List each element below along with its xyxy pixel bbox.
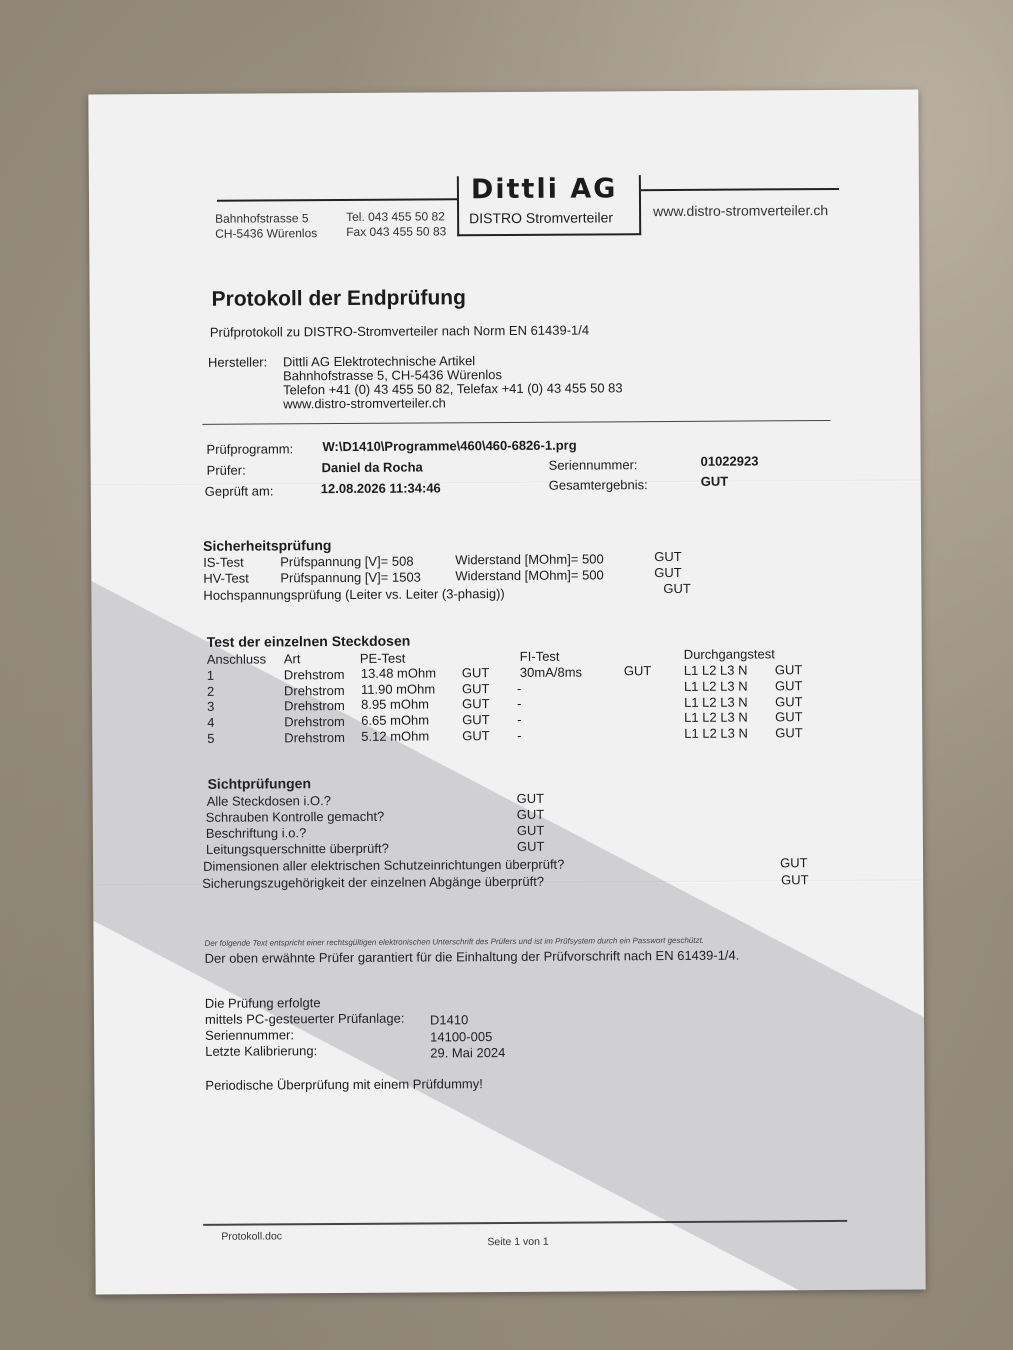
pe-result: GUT: [462, 728, 490, 744]
test-system-serial-value: 14100-005: [430, 1029, 493, 1045]
website: www.distro-stromverteiler.ch: [653, 202, 829, 220]
visual-check-result: GUT: [516, 790, 545, 806]
date-value: 12.08.2026 11:34:46: [320, 480, 441, 497]
socket-number: 3: [207, 698, 215, 714]
serial-label: Seriennummer:: [548, 457, 638, 473]
visual-check-result: GUT: [516, 838, 545, 854]
continuity-value: L1 L2 L3 N: [684, 709, 748, 725]
continuity-value: L1 L2 L3 N: [684, 725, 748, 741]
footer-file: Protokoll.doc: [221, 1230, 283, 1243]
pe-result: GUT: [462, 712, 490, 728]
hv-test-result: GUT: [663, 580, 691, 597]
signature-note: Der folgende Text entspricht einer rechtsgültigen elektronischen Unterschrift des Prüfers und ist im Prüfsystem durch ein Passwort geschützt.: [204, 935, 705, 948]
page-number: Seite 1 von 1: [487, 1235, 549, 1249]
visual-check-label: Beschriftung i.o.?: [205, 825, 307, 841]
manufacturer-line: Bahnhofstrasse 5, CH-5436 Würenlos: [283, 367, 503, 384]
safety-result: GUT: [654, 564, 682, 581]
address-line: CH-5436 Würenlos: [215, 226, 318, 241]
continuity-value: L1 L2 L3 N: [684, 694, 748, 710]
safety-test-name: IS-Test: [203, 554, 244, 570]
signature-statement: Der oben erwähnte Prüfer garantiert für die Einhaltung der Prüfvorschrift nach EN 61439-1/4.: [204, 947, 740, 966]
calibration-value: 29. Mai 2024: [430, 1045, 506, 1061]
header-rule-left: [217, 198, 457, 201]
program-label: Prüfprogramm:: [206, 441, 294, 457]
pe-value: 11.90 mOhm: [360, 681, 436, 697]
manufacturer-line: Dittli AG Elektrotechnische Artikel: [282, 353, 476, 370]
visual-check-result: GUT: [516, 822, 545, 838]
result-label: Gesamtergebnis:: [548, 477, 648, 493]
date-label: Geprüft am:: [204, 483, 274, 499]
test-system-serial-label: Seriennummer:: [205, 1027, 295, 1043]
column-header: FI-Test: [519, 648, 560, 664]
protocol-sheet: [88, 89, 925, 1294]
fi-value: 30mA/8ms: [519, 664, 583, 680]
phone-number: Tel. 043 455 50 82: [346, 209, 445, 224]
socket-type: Drehstrom: [283, 666, 345, 683]
test-system-label: mittels PC-gesteuerter Prüfanlage:: [204, 1010, 405, 1027]
safety-test-name: HV-Test: [203, 570, 249, 586]
pe-result: GUT: [462, 696, 490, 712]
visual-title: Sichtprüfungen: [207, 775, 312, 792]
column-header: Art: [283, 651, 301, 667]
pe-result: GUT: [461, 681, 490, 697]
continuity-value: L1 L2 L3 N: [683, 662, 748, 678]
header-rule-right: [637, 188, 839, 191]
test-system-intro: Die Prüfung erfolgte: [204, 995, 321, 1011]
safety-voltage: Prüfspannung [V]= 1503: [280, 569, 421, 586]
continuity-result: GUT: [775, 709, 803, 725]
visual-check-label: Leitungsquerschnitte überprüft?: [205, 840, 389, 857]
test-system-value: D1410: [429, 1012, 469, 1028]
socket-type: Drehstrom: [284, 713, 345, 730]
company-name: Dittli AG: [470, 173, 618, 206]
page-title: Protokoll der Endprüfung: [211, 286, 466, 311]
address-line: Bahnhofstrasse 5: [215, 211, 309, 226]
safety-voltage: Prüfspannung [V]= 508: [280, 553, 414, 570]
visual-check-result: GUT: [516, 806, 545, 822]
safety-resistance: Widerstand [MOhm]= 500: [455, 567, 604, 584]
column-header: PE-Test: [359, 650, 406, 666]
company-subtitle: DISTRO Stromverteiler: [469, 209, 614, 227]
fi-value: -: [517, 727, 522, 743]
visual-check-label: Alle Steckdosen i.O.?: [206, 793, 332, 809]
socket-number: 4: [207, 714, 215, 730]
visual-check-result: GUT: [780, 855, 808, 871]
visual-check-label: Dimensionen aller elektrischen Schutzeinrichtungen überprüft?: [203, 856, 565, 874]
socket-type: Drehstrom: [284, 729, 346, 746]
fax-number: Fax 043 455 50 83: [346, 224, 447, 239]
fi-value: -: [517, 711, 522, 727]
manufacturer-line: www.distro-stromverteiler.ch: [283, 395, 446, 412]
safety-result: GUT: [654, 548, 682, 565]
manufacturer-line: Telefon +41 (0) 43 455 50 82, Telefax +41 (0) 43 455 50 83: [283, 380, 623, 398]
continuity-result: GUT: [775, 725, 803, 741]
visual-check-result: GUT: [781, 872, 809, 888]
tester-value: Daniel da Rocha: [321, 459, 423, 476]
socket-number: 1: [206, 667, 215, 683]
intro-text: Prüfprotokoll zu DISTRO-Stromverteiler nach Norm EN 61439-1/4: [209, 322, 590, 340]
fi-value: -: [516, 680, 522, 696]
company-logo: [457, 175, 641, 236]
fi-result: GUT: [623, 663, 652, 679]
manufacturer-label: Hersteller:: [207, 354, 268, 370]
pe-value: 8.95 mOhm: [361, 696, 430, 712]
continuity-result: GUT: [775, 694, 803, 710]
socket-number: 5: [207, 730, 215, 746]
continuity-result: GUT: [774, 662, 803, 678]
pe-value: 5.12 mOhm: [361, 728, 430, 744]
serial-value: 01022923: [700, 453, 759, 469]
safety-title: Sicherheitsprüfung: [203, 537, 332, 554]
footer-rule: [203, 1220, 847, 1225]
result-value: GUT: [700, 473, 729, 489]
continuity-result: GUT: [774, 678, 803, 694]
hv-test-label: Hochspannungsprüfung (Leiter vs. Leiter (3-phasig)): [203, 586, 505, 603]
visual-check-label: Sicherungszugehörigkeit der einzelnen Abgänge überprüft?: [202, 873, 545, 891]
sockets-title: Test der einzelnen Steckdosen: [206, 632, 411, 650]
calibration-label: Letzte Kalibrierung:: [205, 1043, 318, 1059]
socket-type: Drehstrom: [284, 697, 345, 714]
pe-value: 6.65 mOhm: [361, 712, 430, 728]
program-value: W:\D1410\Programme\460\460-6826-1.prg: [322, 437, 577, 455]
visual-check-label: Schrauben Kontrolle gemacht?: [205, 808, 385, 825]
socket-type: Drehstrom: [283, 682, 345, 699]
fi-value: -: [517, 695, 522, 711]
pe-result: GUT: [461, 665, 490, 681]
tester-label: Prüfer:: [206, 462, 246, 478]
periodic-check-note: Periodische Überprüfung mit einem Prüfdummy!: [205, 1076, 483, 1093]
continuity-value: L1 L2 L3 N: [683, 678, 748, 694]
pe-value: 13.48 mOhm: [360, 665, 437, 681]
divider: [202, 420, 830, 425]
column-header: Anschluss: [206, 651, 267, 667]
column-header: Durchgangstest: [683, 646, 775, 662]
safety-resistance: Widerstand [MOhm]= 500: [455, 551, 604, 568]
socket-number: 2: [206, 683, 215, 699]
